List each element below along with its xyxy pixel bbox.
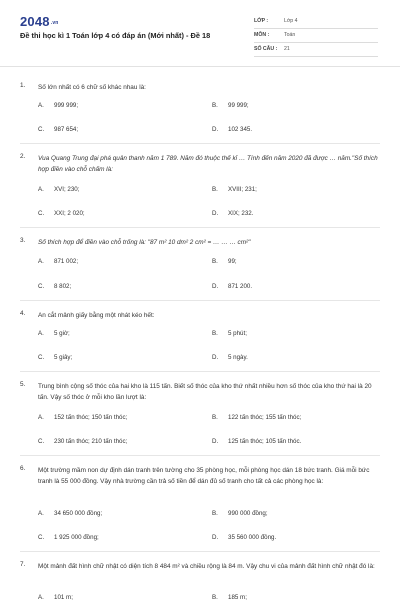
question-text: Số lớn nhất có 6 chữ số khác nhau là: [38, 84, 146, 91]
option-text: XVI; 230; [54, 186, 80, 193]
option-text: 99; [228, 258, 237, 265]
option-letter: D. [212, 438, 219, 445]
option-letter: C. [38, 534, 45, 541]
option-letter: D. [212, 534, 219, 541]
option-letter: D. [212, 126, 219, 133]
option-letter: A. [38, 102, 44, 109]
question-text: Vua Quang Trung đại phá quân thanh năm 1 789. Năm đó thuộc thế kỉ … Tính đến năm 2020 đã được … năm."Số thích hợp điền vào chỗ chấm là: [38, 155, 378, 173]
option-letter: B. [212, 510, 218, 517]
answer-option-b[interactable] [212, 330, 247, 337]
question-number: 3. [20, 237, 26, 244]
meta-label: SỐ CÂU : [254, 46, 278, 52]
question-separator [20, 371, 380, 372]
question-number: 7. [20, 561, 26, 568]
answer-option-d[interactable] [212, 534, 276, 541]
answer-option-b[interactable] [212, 102, 249, 109]
option-text: 871 002; [54, 258, 79, 265]
meta-value: 21 [284, 46, 290, 52]
option-letter: D. [212, 283, 219, 290]
option-text: XVIII; 231; [228, 186, 257, 193]
header-divider [0, 66, 400, 67]
option-letter: A. [38, 258, 44, 265]
answer-option-d[interactable] [212, 126, 252, 133]
option-text: 152 tấn thóc; 150 tấn thóc; [54, 414, 128, 421]
option-letter: B. [212, 102, 218, 109]
answer-option-a[interactable] [38, 186, 79, 193]
answer-option-d[interactable] [212, 210, 253, 217]
answer-option-c[interactable] [38, 126, 78, 133]
answer-option-a[interactable] [38, 510, 102, 517]
option-text: 990 000 đồng; [228, 510, 268, 517]
answer-option-a[interactable] [38, 258, 78, 265]
option-letter: C. [38, 126, 45, 133]
option-letter: B. [212, 414, 218, 421]
option-letter: D. [212, 354, 219, 361]
option-text: 5 phút; [228, 330, 247, 337]
logo-sub-text: .vn [50, 19, 59, 26]
option-text: 230 tấn thóc; 210 tấn thóc; [54, 438, 128, 445]
meta-label: MÔN : [254, 32, 270, 38]
option-letter: C. [38, 210, 45, 217]
question-number: 2. [20, 153, 26, 160]
question-separator [20, 455, 380, 456]
page-title: Đề thi học kì 1 Toán lớp 4 có đáp án (Mới nhất) - Đề 18 [20, 31, 211, 40]
answer-option-b[interactable] [212, 414, 301, 421]
option-text: XXI; 2 020; [54, 210, 85, 217]
question-separator [20, 227, 380, 228]
question-text: Trung bình cộng số thóc của hai kho là 115 tấn. Biết số thóc của kho thứ nhất nhiều hơn số thóc của kho thứ hai là 20 tấn. Vậy số thóc ở mỗi kho lần lượt là: [38, 383, 372, 401]
option-text: 35 560 000 đồng. [228, 534, 277, 541]
option-text: 987 654; [54, 126, 79, 133]
option-letter: C. [38, 438, 45, 445]
question-separator [20, 143, 380, 144]
answer-option-d[interactable] [212, 438, 301, 445]
option-text: 871 200. [228, 283, 253, 290]
option-text: 125 tấn thóc; 105 tấn thóc. [228, 438, 302, 445]
answer-option-c[interactable] [38, 210, 85, 217]
site-logo[interactable] [20, 14, 59, 29]
option-text: XIX; 232. [228, 210, 254, 217]
option-letter: C. [38, 354, 45, 361]
question-number: 5. [20, 381, 26, 388]
option-letter: B. [212, 258, 218, 265]
option-letter: A. [38, 510, 44, 517]
exam-meta-table [254, 15, 378, 57]
meta-row-subject [254, 29, 378, 43]
answer-option-b[interactable] [212, 510, 268, 517]
option-letter: B. [212, 330, 218, 337]
answer-option-d[interactable] [212, 354, 248, 361]
option-letter: A. [38, 186, 44, 193]
option-letter: C. [38, 283, 45, 290]
option-text: 5 giờ; [54, 330, 70, 337]
option-letter: A. [38, 330, 44, 337]
option-letter: D. [212, 210, 219, 217]
option-text: 185 m; [228, 594, 247, 601]
question-separator [20, 300, 380, 301]
option-letter: A. [38, 414, 44, 421]
question-number: 4. [20, 310, 26, 317]
option-text: 5 ngày. [228, 354, 248, 361]
answer-option-c[interactable] [38, 438, 127, 445]
answer-option-a[interactable] [38, 330, 70, 337]
option-text: 1 925 000 đồng; [54, 534, 99, 541]
option-text: 122 tấn thóc; 155 tấn thóc; [228, 414, 302, 421]
logo-main-text: 2048 [20, 14, 50, 29]
question-number: 1. [20, 82, 26, 89]
answer-option-c[interactable] [38, 283, 71, 290]
answer-option-b[interactable] [212, 186, 257, 193]
option-text: 99 999; [228, 102, 249, 109]
meta-row-count [254, 43, 378, 57]
option-letter: B. [212, 594, 218, 601]
answer-option-b[interactable] [212, 258, 237, 265]
answer-option-d[interactable] [212, 283, 252, 290]
option-text: 102 345. [228, 126, 253, 133]
answer-option-c[interactable] [38, 354, 72, 361]
meta-label: LỚP : [254, 18, 269, 24]
meta-row-class [254, 15, 378, 29]
answer-option-c[interactable] [38, 534, 99, 541]
option-text: 5 giây; [54, 354, 73, 361]
question-text: Một mảnh đất hình chữ nhật có diện tích 8 484 m² và chiều rộng là 84 m. Vậy chu vi của mảnh đất hình chữ nhật đó là: [38, 563, 375, 570]
option-text: 999 999; [54, 102, 79, 109]
answer-option-a[interactable] [38, 102, 78, 109]
question-number: 6. [20, 465, 26, 472]
answer-option-a[interactable] [38, 414, 127, 421]
option-text: 8 802; [54, 283, 72, 290]
meta-value: Lớp 4 [284, 18, 298, 24]
page-header [0, 0, 400, 66]
option-text: 101 m; [54, 594, 73, 601]
question-separator [20, 551, 380, 552]
question-text: Một trường mầm non dự định dán tranh trên tường cho 35 phòng học, mỗi phòng học dán 18 bức tranh. Giá mỗi bức tranh là 55 000 đồng. Vậy nhà trường cần trả số tiền để dán đủ số tranh cho tất cả các phòng học là: [38, 467, 370, 485]
option-letter: A. [38, 594, 44, 601]
option-text: 34 650 000 đồng; [54, 510, 103, 517]
question-text: Số thích hợp để điền vào chỗ trống là: "87 m² 10 dm² 2 cm² = … … … cm²" [38, 239, 251, 246]
meta-value: Toán [284, 32, 296, 38]
question-text: An cắt mảnh giấy bằng một nhát kéo hết: [38, 312, 155, 319]
option-letter: B. [212, 186, 218, 193]
